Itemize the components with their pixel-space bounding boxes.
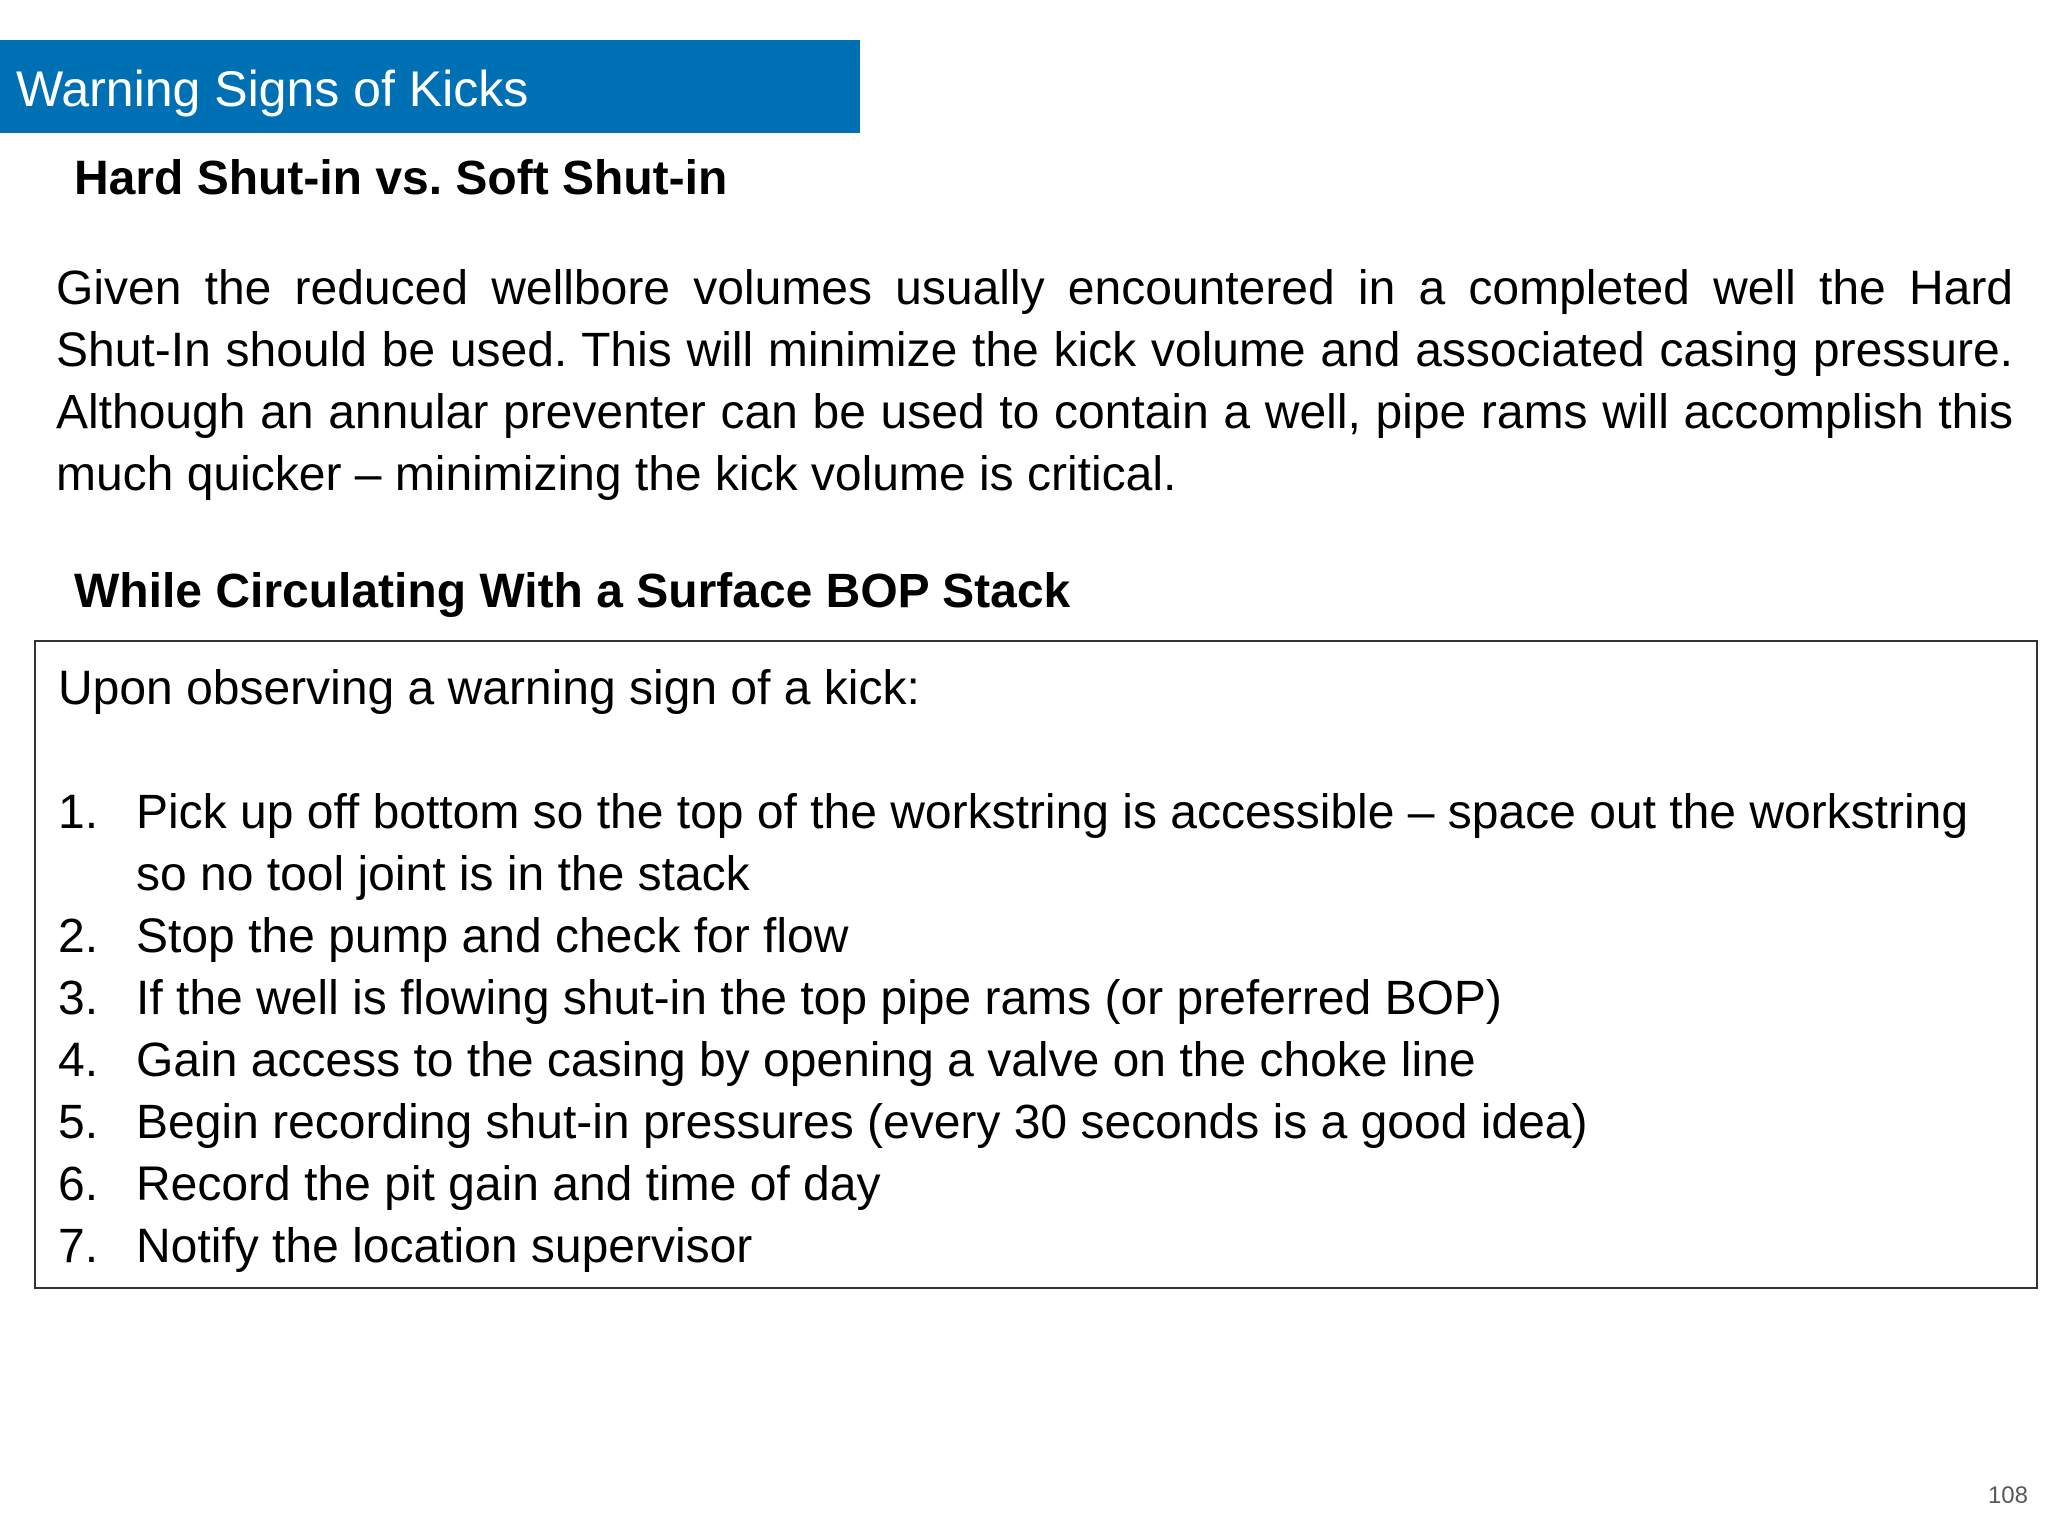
step-text: Record the pit gain and time of day bbox=[136, 1158, 881, 1211]
heading-hard-vs-soft-shut-in: Hard Shut-in vs. Soft Shut-in bbox=[74, 152, 728, 205]
step-text: Gain access to the casing by opening a valve on the choke line bbox=[136, 1034, 1476, 1087]
procedure-box bbox=[34, 640, 2038, 1289]
procedure-intro: Upon observing a warning sign of a kick: bbox=[58, 662, 920, 715]
procedure-step bbox=[58, 968, 1998, 1030]
step-number: 5. bbox=[58, 1096, 99, 1149]
step-number: 4. bbox=[58, 1034, 99, 1087]
procedure-step bbox=[58, 1092, 1998, 1154]
procedure-steps-list bbox=[58, 782, 1998, 1278]
procedure-step bbox=[58, 1154, 1998, 1216]
slide-title-bar bbox=[0, 40, 860, 133]
step-text: Pick up off bottom so the top of the workstring is accessible – space out the workstring so no tool joint is in the stack bbox=[136, 786, 1969, 901]
step-text: Notify the location supervisor bbox=[136, 1220, 753, 1273]
step-number: 6. bbox=[58, 1158, 99, 1211]
heading-while-circulating: While Circulating With a Surface BOP Stack bbox=[74, 565, 1071, 618]
step-number: 1. bbox=[58, 786, 99, 839]
procedure-step bbox=[58, 1216, 1998, 1278]
step-text: Begin recording shut-in pressures (every 30 seconds is a good idea) bbox=[136, 1096, 1588, 1149]
procedure-step bbox=[58, 1030, 1998, 1092]
step-number: 7. bbox=[58, 1220, 99, 1273]
procedure-step bbox=[58, 906, 1998, 968]
slide-title: Warning Signs of Kicks bbox=[16, 60, 529, 117]
step-text: Stop the pump and check for flow bbox=[136, 910, 849, 963]
procedure-step bbox=[58, 782, 1998, 906]
step-text: If the well is flowing shut-in the top pipe rams (or preferred BOP) bbox=[136, 972, 1502, 1025]
page-number: 108 bbox=[1987, 1482, 2028, 1509]
hard-shut-in-paragraph: Given the reduced wellbore volumes usually encountered in a completed well the Hard Shut-In should be used. This will minimize the kick volume and associated casing pressure. Although an annular preventer can be used to contain a well, pipe rams will accomplish this much quicker – minimizing the kick volume is critical. bbox=[56, 262, 2013, 501]
step-number: 3. bbox=[58, 972, 99, 1025]
step-number: 2. bbox=[58, 910, 99, 963]
